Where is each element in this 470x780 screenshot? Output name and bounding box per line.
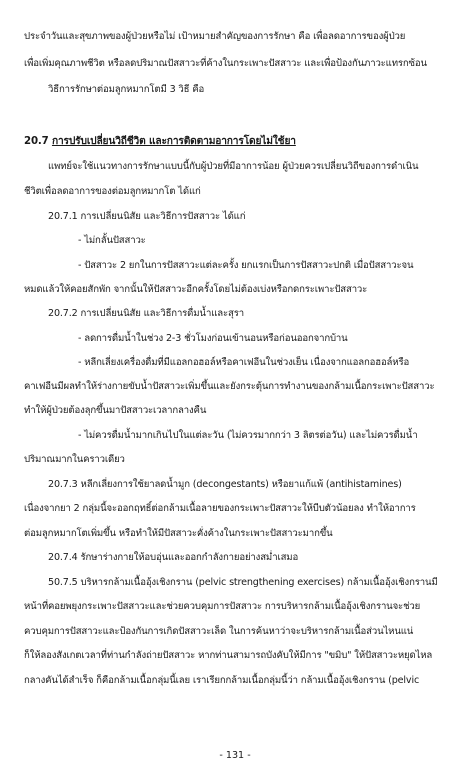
- page-number: - 131 -: [219, 750, 251, 761]
- text-line: ทำให้ผู้ป่วยต้องลุกขึ้นมาปัสสาวะเวลากลางคืน: [24, 405, 207, 416]
- section-heading: [24, 135, 296, 149]
- text-line: วิธีการรักษาต่อมลูกหมากโตมี 3 วิธี คือ: [48, 84, 205, 95]
- subsection-line: 20.7.1 การเปลี่ยนนิสัย และวิธีการปัสสาวะ ได้แก่: [48, 211, 246, 222]
- text-line: หมดแล้วให้คอยสักพัก จากนั้นให้ปัสสาวะอีกครั้งโดยไม่ต้องเบ่งหรือกดกระเพาะปัสสาวะ: [24, 284, 368, 295]
- bullet-item: - ไม่กลั้นปัสสาวะ: [78, 235, 146, 246]
- text-line: ก็ให้ลองสังเกตเวลาที่ท่านกำลังถ่ายปัสสาวะ หากท่านสามารถบังคับให้มีการ "ขมิบ" ให้ปัสสาวะหยุดไหล: [24, 650, 433, 661]
- text-line: ประจำวันและสุขภาพของผู้ป่วยหรือไม่ เป้าหมายสำคัญของการรักษา คือ เพื่อลดอาการของผู้ป่วย: [24, 31, 406, 42]
- text-line: เนื่องจากยา 2 กลุ่มนี้จะออกฤทธิ์ต่อกล้ามเนื้อลายของกระเพาะปัสสาวะให้บีบตัวน้อยลง ทำให้อาการ: [24, 503, 416, 514]
- bullet-item: - ลดการดื่มน้ำในช่วง 2-3 ชั่วโมงก่อนเข้านอนหรือก่อนออกจากบ้าน: [78, 333, 348, 344]
- bullet-item: - ไม่ควรดื่มน้ำมากเกินไปในแต่ละวัน (ไม่ควรมากกว่า 3 ลิตรต่อวัน) และไม่ควรดื่มน้ำ: [78, 430, 418, 441]
- subsection-line: 50.7.5 บริหารกล้ามเนื้ออุ้งเชิงกราน (pelvic strengthening exercises) กล้ามเนื้ออุ้งเชิงกรานมี: [48, 577, 438, 588]
- text-line: ปริมาณมากในคราวเดียว: [24, 454, 125, 465]
- subsection-line: 20.7.2 การเปลี่ยนนิสัย และวิธีการดื่มน้ำและสุรา: [48, 308, 244, 319]
- text-line: ควบคุมการปัสสาวะและป้องกันการเกิดปัสสาวะเล็ด ในการค้นหาว่าจะบริหารกล้ามเนื้อส่วนไหนแน่: [24, 626, 414, 637]
- bullet-item: - หลีกเลี่ยงเครื่องดื่มที่มีแอลกอฮอล์หรือคาเฟอีนในช่วงเย็น เนื่องจากแอลกอฮอล์หรือ: [78, 357, 410, 368]
- subsection-line: 20.7.4 รักษาร่างกายให้อบอุ่นและออกกำลังกายอย่างสม่ำเสมอ: [48, 552, 299, 563]
- text-line: ต่อมลูกหมากโตเพิ่มขึ้น หรือทำให้มีปัสสาวะคั่งค้างในกระเพาะปัสสาวะมากขึ้น: [24, 528, 333, 539]
- bullet-item: - ปัสสาวะ 2 ยกในการปัสสาวะแต่ละครั้ง ยกแรกเป็นการปัสสาวะปกติ เมื่อปัสสาวะจน: [78, 260, 414, 271]
- section-title: การปรับเปลี่ยนวิถีชีวิต และการติดตามอาการโดยไม่ใช้ยา: [51, 136, 296, 147]
- text-line: คาเฟอีนมีผลทำให้ร่างกายขับน้ำปัสสาวะเพิ่มขึ้นและยังกระตุ้นการทำงานของกล้ามเนื้อกระเพาะปัสสาวะ: [24, 381, 435, 392]
- subsection-line: 20.7.3 หลีกเลี่ยงการใช้ยาลดน้ำมูก (decongestants) หรือยาแก้แพ้ (antihistamines): [48, 479, 402, 490]
- text-line: เพื่อเพิ่มคุณภาพชีวิต หรือลดปริมาณปัสสาวะที่ค้างในกระเพาะปัสสาวะ และเพื่อป้องกันภาวะแทรกซ้อน: [24, 58, 427, 69]
- text-line: หน้าที่คอยพยุงกระเพาะปัสสาวะและช่วยควบคุมการปัสสาวะ การบริหารกล้ามเนื้ออุ้งเชิงกรานจะช่วย: [24, 601, 421, 612]
- section-number: 20.7: [24, 136, 49, 147]
- text-line: แพทย์จะใช้แนวทางการรักษาแบบนี้กับผู้ป่วยที่มีอาการน้อย ผู้ป่วยควรเปลี่ยนวิถีของการดำเนิน: [48, 161, 419, 172]
- text-line: กลางคันได้สำเร็จ ก็คือกล้ามเนื้อกลุ่มนี้เลย เราเรียกกล้ามเนื้อกลุ่มนี้ว่า กล้ามเนื้ออุ้งเชิงกราน (pelvic: [24, 675, 420, 686]
- text-line: ชีวิตเพื่อลดอาการของต่อมลูกหมากโต ได้แก่: [24, 186, 201, 197]
